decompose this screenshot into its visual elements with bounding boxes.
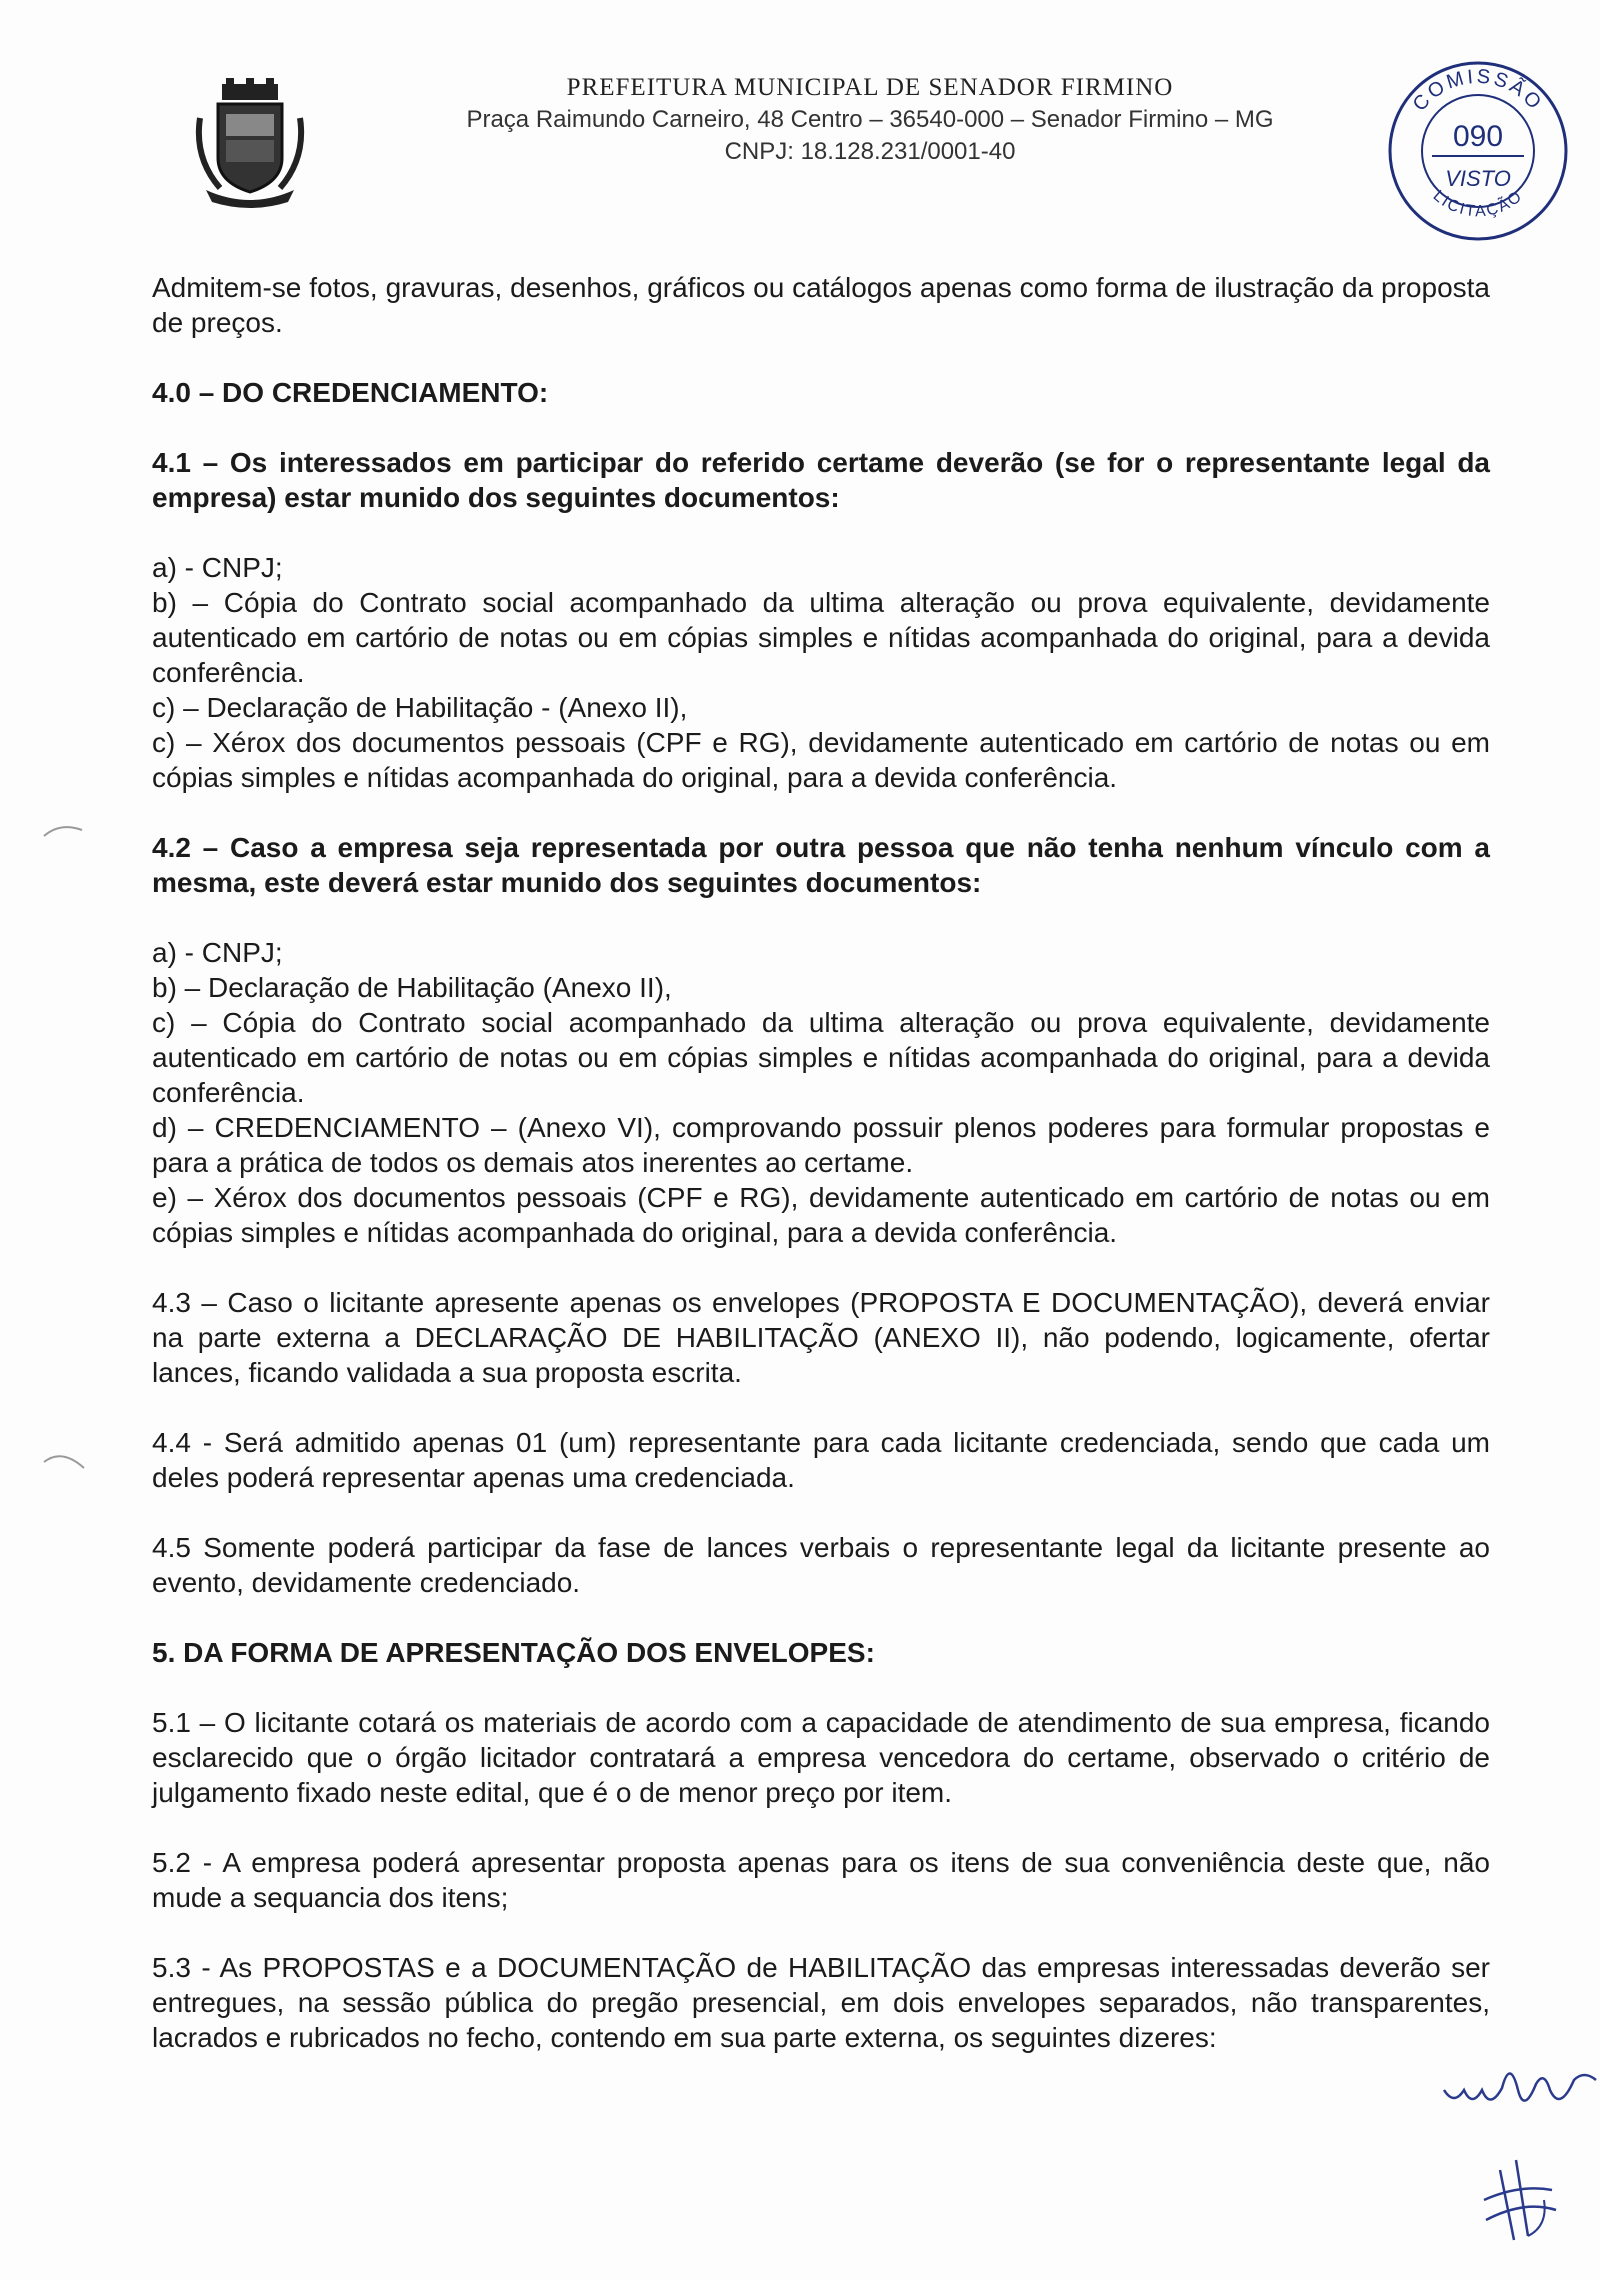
municipality-cnpj: CNPJ: 18.128.231/0001-40	[724, 138, 1016, 165]
municipal-crest-icon	[190, 78, 310, 208]
document-body	[152, 270, 1490, 2055]
clause-4-2-heading: 4.2 – Caso a empresa seja representada por outra pessoa que não tenha nenhum vínculo com a mesma, este deverá estar munido dos seguintes documentos:	[152, 832, 1490, 898]
list-item: c) – Cópia do Contrato social acompanhado da ultima alteração ou prova equivalente, devidamente autenticado em cartório de notas ou em cópias simples e nítidas acompanhada do original, para a devida conferência.	[152, 1007, 1490, 1108]
list-item: d) – CREDENCIAMENTO – (Anexo VI), comprovando possuir plenos poderes para formular propostas e para a prática de todos os demais atos inerentes ao certame.	[152, 1112, 1490, 1178]
list-item: a) - CNPJ;	[152, 552, 283, 583]
municipality-address: Praça Raimundo Carneiro, 48 Centro – 36540-000 – Senador Firmino – MG	[466, 106, 1274, 133]
clause-5-2: 5.2 - A empresa poderá apresentar proposta apenas para os itens de sua conveniência deste que, não mude a sequancia dos itens;	[152, 1847, 1490, 1913]
clause-4-3: 4.3 – Caso o licitante apresente apenas os envelopes (PROPOSTA E DOCUMENTAÇÃO), deverá enviar na parte externa a DECLARAÇÃO DE HABILITAÇÃO (ANEXO II), não podendo, logicamente, ofertar lances, ficando validada a sua proposta escrita.	[152, 1287, 1490, 1388]
handwritten-signature	[1440, 2050, 1600, 2250]
clause-4-1-heading: 4.1 – Os interessados em participar do referido certame deverão (se for o representante legal da empresa) estar munido dos seguintes documentos:	[152, 447, 1490, 513]
clause-4-1-list	[152, 550, 1490, 795]
letterhead	[0, 0, 1600, 240]
list-item: b) – Declaração de Habilitação (Anexo II),	[152, 972, 672, 1003]
svg-text:LICITAÇÃO	[1430, 187, 1527, 220]
scan-mark	[40, 820, 90, 840]
list-item: e) – Xérox dos documentos pessoais (CPF e RG), devidamente autenticado em cartório de notas ou em cópias simples e nítidas acompanhada do original, para a devida conferência.	[152, 1182, 1490, 1248]
intro-paragraph: Admitem-se fotos, gravuras, desenhos, gráficos ou catálogos apenas como forma de ilustração da proposta de preços.	[152, 272, 1490, 338]
stamp-bottom-text: LICITAÇÃO	[1429, 187, 1527, 221]
svg-text:COMISSÃO	[1409, 66, 1547, 116]
list-item: b) – Cópia do Contrato social acompanhado da ultima alteração ou prova equivalente, devidamente autenticado em cartório de notas ou em cópias simples e nítidas acompanhada do original, para a devida conferência.	[152, 587, 1490, 688]
clause-4-2-list	[152, 935, 1490, 1250]
stamp-top-text: COMISSÃO	[1408, 65, 1548, 116]
section-5-heading: 5. DA FORMA DE APRESENTAÇÃO DOS ENVELOPES:	[152, 1637, 875, 1668]
letterhead-text	[380, 74, 1360, 166]
clause-5-1: 5.1 – O licitante cotará os materiais de acordo com a capacidade de atendimento de sua empresa, ficando esclarecido que o órgão licitador contratará a empresa vencedora do certame, observado o critério de julgamento fixado neste edital, que é o de menor preço por item.	[152, 1707, 1490, 1808]
section-4-heading: 4.0 – DO CREDENCIAMENTO:	[152, 377, 549, 408]
stamp-middle-text: VISTO	[1445, 166, 1511, 191]
municipality-name: PREFEITURA MUNICIPAL DE SENADOR FIRMINO	[566, 74, 1174, 101]
clause-5-3: 5.3 - As PROPOSTAS e a DOCUMENTAÇÃO de HABILITAÇÃO das empresas interessadas deverão ser entregues, na sessão pública do pregão presencial, em dois envelopes separados, não transparentes, lacrados e rubricados no fecho, contendo em sua parte externa, os seguintes dizeres:	[152, 1952, 1490, 2053]
commission-stamp	[1380, 56, 1576, 246]
stamp-number: 090	[1452, 120, 1504, 153]
clause-4-5: 4.5 Somente poderá participar da fase de lances verbais o representante legal da licitante presente ao evento, devidamente credenciado.	[152, 1532, 1490, 1598]
list-item: c) – Declaração de Habilitação - (Anexo II),	[152, 692, 688, 723]
list-item: c) – Xérox dos documentos pessoais (CPF e RG), devidamente autenticado em cartório de notas ou em cópias simples e nítidas acompanhada do original, para a devida conferência.	[152, 727, 1490, 793]
scan-mark	[40, 1448, 90, 1478]
clause-4-4: 4.4 - Será admitido apenas 01 (um) representante para cada licitante credenciada, sendo que cada um deles poderá representar apenas uma credenciada.	[152, 1427, 1490, 1493]
list-item: a) - CNPJ;	[152, 937, 283, 968]
